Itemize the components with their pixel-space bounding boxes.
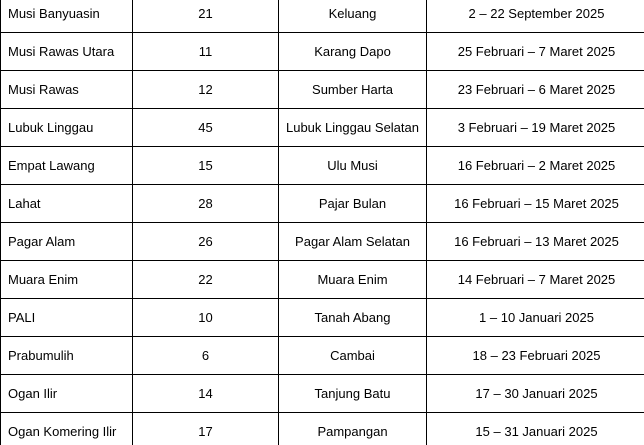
region-cell: Pagar Alam xyxy=(1,223,133,261)
region-cell: Lahat xyxy=(1,185,133,223)
count-cell: 6 xyxy=(133,337,279,375)
region-cell: Prabumulih xyxy=(1,337,133,375)
location-cell: Cambai xyxy=(279,337,427,375)
region-cell: PALI xyxy=(1,299,133,337)
period-cell: 17 – 30 Januari 2025 xyxy=(427,375,644,413)
location-cell: Keluang xyxy=(279,0,427,33)
region-cell: Muara Enim xyxy=(1,261,133,299)
table-row xyxy=(1,0,644,33)
period-cell: 1 – 10 Januari 2025 xyxy=(427,299,644,337)
table-row xyxy=(1,109,644,147)
count-cell: 26 xyxy=(133,223,279,261)
table-row xyxy=(1,337,644,375)
table-row xyxy=(1,299,644,337)
table-row xyxy=(1,261,644,299)
region-cell: Musi Banyuasin xyxy=(1,0,133,33)
location-cell: Tanah Abang xyxy=(279,299,427,337)
count-cell: 11 xyxy=(133,33,279,71)
region-cell: Ogan Ilir xyxy=(1,375,133,413)
location-cell: Pampangan xyxy=(279,413,427,445)
location-cell: Karang Dapo xyxy=(279,33,427,71)
period-cell: 16 Februari – 15 Maret 2025 xyxy=(427,185,644,223)
region-cell: Lubuk Linggau xyxy=(1,109,133,147)
table-row xyxy=(1,147,644,185)
count-cell: 22 xyxy=(133,261,279,299)
table-row xyxy=(1,375,644,413)
region-cell: Musi Rawas Utara xyxy=(1,33,133,71)
table-row xyxy=(1,413,644,445)
location-cell: Pagar Alam Selatan xyxy=(279,223,427,261)
table-row xyxy=(1,33,644,71)
period-cell: 3 Februari – 19 Maret 2025 xyxy=(427,109,644,147)
location-cell: Sumber Harta xyxy=(279,71,427,109)
location-cell: Pajar Bulan xyxy=(279,185,427,223)
count-cell: 14 xyxy=(133,375,279,413)
location-cell: Ulu Musi xyxy=(279,147,427,185)
count-cell: 21 xyxy=(133,0,279,33)
count-cell: 28 xyxy=(133,185,279,223)
period-cell: 25 Februari – 7 Maret 2025 xyxy=(427,33,644,71)
period-cell: 15 – 31 Januari 2025 xyxy=(427,413,644,445)
period-cell: 18 – 23 Februari 2025 xyxy=(427,337,644,375)
table-row xyxy=(1,223,644,261)
count-cell: 17 xyxy=(133,413,279,445)
count-cell: 15 xyxy=(133,147,279,185)
period-cell: 16 Februari – 13 Maret 2025 xyxy=(427,223,644,261)
table-row xyxy=(1,71,644,109)
location-cell: Muara Enim xyxy=(279,261,427,299)
count-cell: 45 xyxy=(133,109,279,147)
location-cell: Tanjung Batu xyxy=(279,375,427,413)
count-cell: 12 xyxy=(133,71,279,109)
region-cell: Musi Rawas xyxy=(1,71,133,109)
period-cell: 23 Februari – 6 Maret 2025 xyxy=(427,71,644,109)
period-cell: 2 – 22 September 2025 xyxy=(427,0,644,33)
count-cell: 10 xyxy=(133,299,279,337)
period-cell: 16 Februari – 2 Maret 2025 xyxy=(427,147,644,185)
period-cell: 14 Februari – 7 Maret 2025 xyxy=(427,261,644,299)
location-cell: Lubuk Linggau Selatan xyxy=(279,109,427,147)
table-row xyxy=(1,185,644,223)
region-cell: Ogan Komering Ilir xyxy=(1,413,133,445)
region-cell: Empat Lawang xyxy=(1,147,133,185)
